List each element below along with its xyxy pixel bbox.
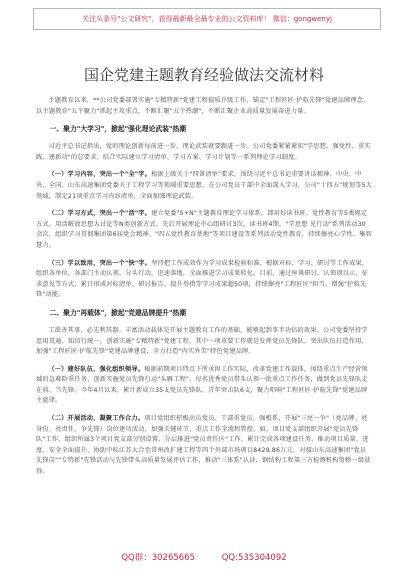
section-paragraph [36,142,372,163]
section-paragraph [36,259,372,301]
paragraph-text: 根据前期项目特点下所承担工作实际，改革党建工作载体，围绕重点生产经营领域的急难险重任务，创新实施党员先锋行动"头雁工程"，每名优秀党员带头认领一批重点工作任务，做到党员先锋队走在前、当先锋。今年4月以来，累计新成立35支党员先锋队、青年突击队6支，聚力唱响"工程匠匠·护航先锋"党建品牌主旋律。 [36,365,368,405]
section-paragraph [36,170,372,202]
paragraph-text: 项目党组织积极动员党员、干部重党员、强根系，开展"三亮一争"（亮品牌、亮身份、亮责任、争先锋）岗位建功活动，加强关键环节、重点工作全流程管控。如，项目党支部组织开展"党员先锋队"工作，组织所属3个项目党支部分别设置，分层推进"党员责任区"工作，累计完成各项建设任务，推动项目质量、进度、安全全面提升，协助中标江苏大合至常州改扩建工程等四个外部市场项目8429.86万元，对接山东高速集团"党员先锋岗""专特新"先锋活动与先锋带头高质量发展评估工作，推动"三体系"认证，钢结构工程第三方检测机构资格一级获得。 [36,415,371,476]
document-body [36,96,372,485]
document-title: 国企党建主题教育经验做法交流材料 [83,66,324,84]
paragraph-lead: （三）学以致用，突出一个"快"字。 [48,259,152,267]
paragraph-text: 工欲善其事，必先利其器。丰富活动载体是开展主题教育工作的基础，能够起到事半功倍的效果。公司党委坚持学思用贯通、知信行统一，创新实施"专精特新"党建工程，其中一项重要工作就是发挥党员先锋队、突出队伍打造作用，加强"工程匠匠·护航先锋"党建品牌建设，全力打造"内实外美"特色党建品牌。 [36,326,368,356]
paragraph-lead: （一）学习内容，突出一个"全"字。 [48,171,152,179]
qq-label: QQ:535304092 [221,553,287,563]
paragraph-text: 习近平总书记指出，党的理论创新每前进一步，理论武装就要跟进一步。公司党委紧紧紧扣"学思想、强党性、重实践、建新功"的总要求，结合实际建立学习清单、学习方案、学习计划等一系列理论学习制度。 [36,143,371,161]
paragraph-lead: （二）学习方式，突出一个"活"字。 [48,210,152,218]
paragraph-text: 建立党委"5+N"主题教育理论学习体系，即用好读书班、党性教育等5类规定方式，用活解放思想大讨论等N类创新方式。先后开展理论中心组研讨3次，读书班4期，"学思想 见行动"系列活动30余次，组织学习贯彻集团第6届党会精神、"四五党性教育基地"等项目建设等系列活动党性教育，持续擦亮心学性、集智慧力。 [36,210,372,249]
section-paragraph [36,365,372,407]
intro-paragraph: 主题教育以来，**公司党委部署实施"专精特新"党建工程提质升级工作，锚定"工程匠匠·护航先锋"党建品牌理念，以主题教育"五个聚力"抓起主攻重点，不断汇聚"五个热潮"，不断汇聚企业高质量发展奋进力量。 [36,97,370,115]
section-paragraph [36,414,372,478]
paragraph-lead: （二）开展活动，凝聚工作合力。 [48,415,145,423]
paragraph-text: 根据上级关于"四备清单"要求，围绕习近平总书记重要讲话精神、中央、中央、全国、山东高速集团党委关于工程学习等领域重要思想，在公司党员干部中全面深入学习，公司"十四五"规划等5大领域，制定21项重点学习内容清单，全面加强理论武装。 [36,171,372,200]
section-paragraph [36,209,372,251]
section-paragraph [36,326,372,358]
qq-group-label: QQ群：30265665 [121,553,196,563]
section-heading: 二、聚力"再载体"，掀起"党建品牌提升"热潮 [49,308,187,317]
promo-banner-text: 关注头条号"公文研究"，获得最新最全最专业的公文资料库！ 微信：gongwenyj [82,15,332,23]
section-heading: 一、聚力"大学习"，掀起"强化理论武装"热潮 [49,125,187,134]
contact-footer [0,551,408,563]
paragraph-text: 坚持把工作成效作为学习成果检验标准，根据对标、学习、研讨等工作成果，组织各单位，各部门主动认领、分头行动，迅速落地，全面推进学习成果转化。目前，通过座谈研讨，认领项目示、征求意见等方式，累计形成对标清单、研讨报告、提升举措等学习成果超50项，持续擦亮"工程匠匠"担当、增强"护航先锋"动能。 [36,259,369,299]
promo-banner [33,8,381,30]
paragraph-lead: （一）建好队伍，强化组织领导。 [48,365,145,373]
